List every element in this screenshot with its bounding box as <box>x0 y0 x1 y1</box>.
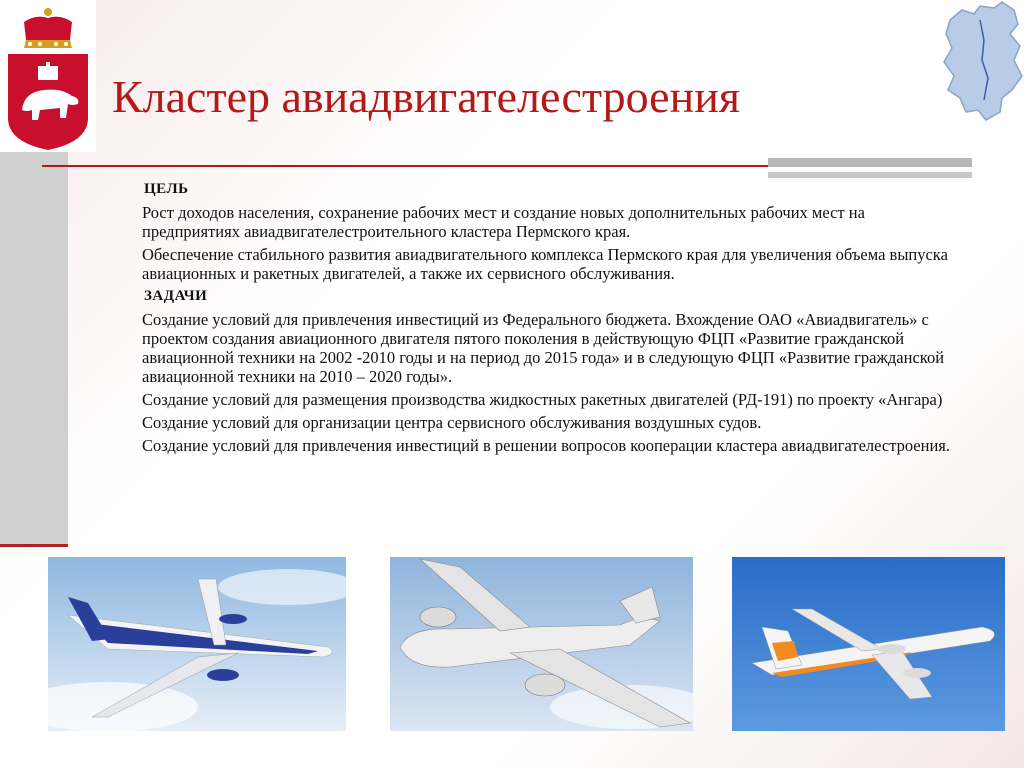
task-item: Создание условий для организации центра сервисного обслуживания воздушных судов. <box>142 413 762 432</box>
goal-item: Рост доходов населения, сохранение рабочих мест и создание новых дополнительных рабочих мест на предприятиях авиадвигателестроительного кластера Пермского края. <box>142 203 865 241</box>
title-underline <box>42 165 812 167</box>
task-item: Создание условий для привлечения инвестиций в решении вопросов кооперации кластера авиадвигателестроения. <box>142 436 951 455</box>
perm-region-map-icon <box>940 0 1024 122</box>
task-item: Создание условий для привлечения инвестиций из Федерального бюджета. Вхождение ОАО «Авиадвигатель» с проектом создания авиационного двигателя пятого поколения в действующую ФЦП «Развитие гражданской авиационной техники на 2002 -2010 годы и на период до 2015 года» и в следующую ФЦП «Развитие гражданской авиационной техники на 2010 – 2020 годы». <box>142 310 945 386</box>
left-decor-line <box>0 544 68 547</box>
left-decor-bar <box>0 150 68 545</box>
content-block <box>142 180 962 459</box>
airliner-photo-3 <box>732 557 1005 731</box>
title-decor-bar-2 <box>768 172 972 178</box>
airliner-photo-2 <box>390 557 693 731</box>
page-title: Кластер авиадвигателестроения <box>112 71 740 122</box>
task-item: Создание условий для размещения производства жидкостных ракетных двигателей (РД-191) по проекту «Ангара) <box>142 390 943 409</box>
airliner-photo-1 <box>48 557 346 731</box>
title-decor-bar <box>768 158 972 167</box>
goal-heading: ЦЕЛЬ <box>144 181 189 197</box>
goal-item: Обеспечение стабильного развития авиадвигательного комплекса Пермского края для увеличения объема выпуска авиационных и ракетных двигателей, а также их сервисного обслуживания. <box>142 245 948 283</box>
perm-coat-of-arms-icon <box>0 0 96 152</box>
tasks-heading: ЗАДАЧИ <box>144 288 208 304</box>
